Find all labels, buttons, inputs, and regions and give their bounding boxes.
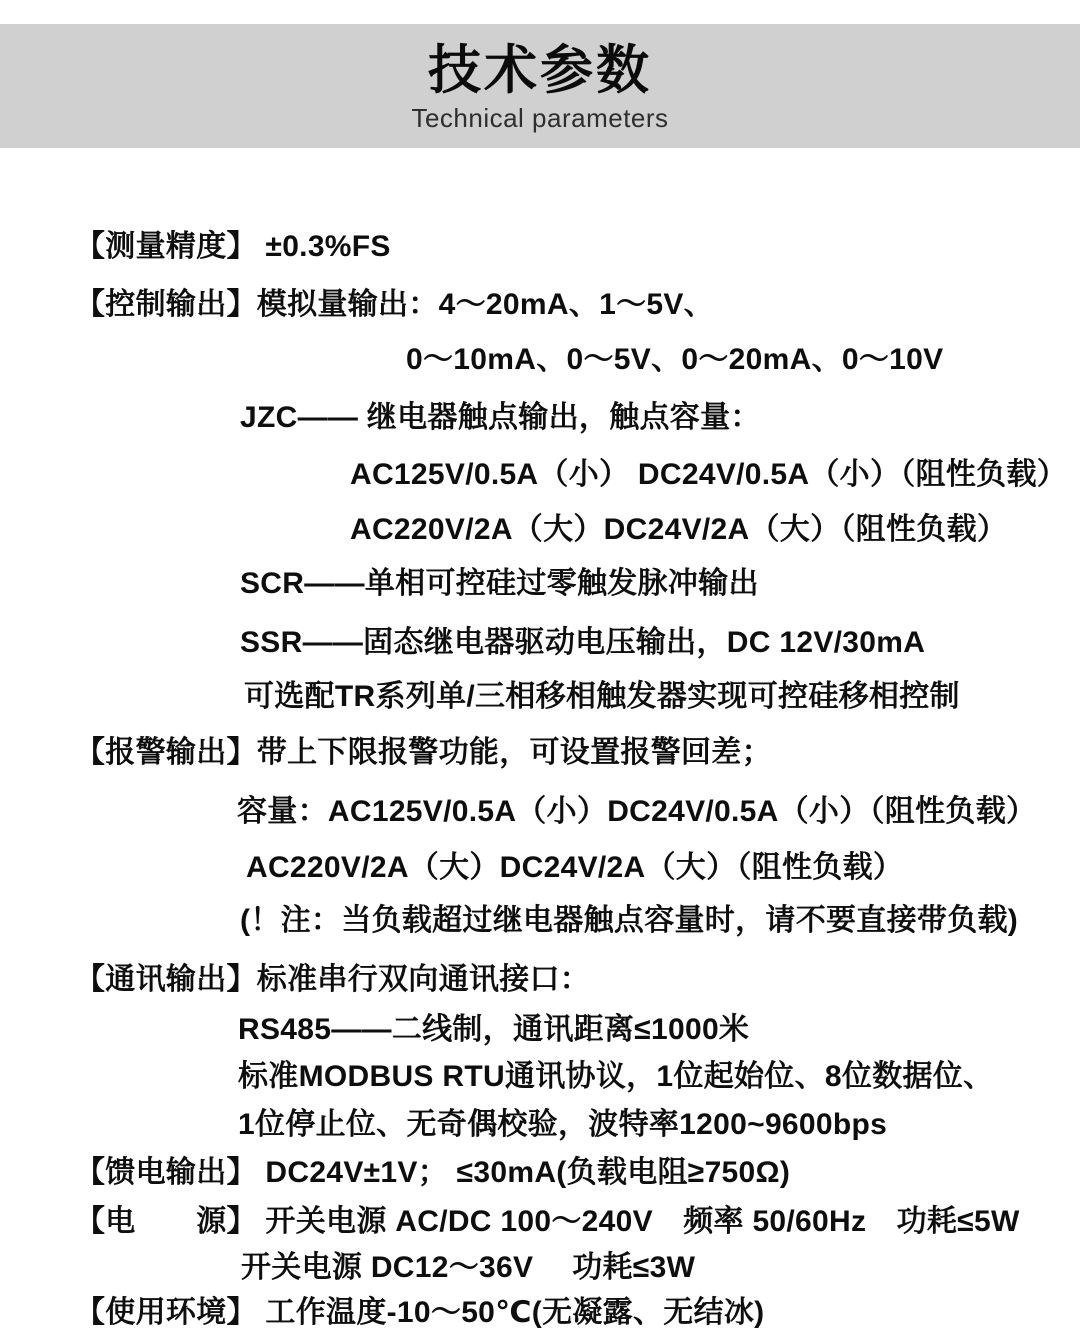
spec-line: 【使用环境】 工作温度-10～50℃(无凝露、无结冰): [75, 1296, 765, 1329]
spec-line: AC220V/2A（大）DC24V/2A（大）（阻性负载）: [246, 851, 904, 884]
spec-line: (！注：当负载超过继电器触点容量时，请不要直接带负载): [240, 904, 1019, 937]
spec-line: 【报警输出】带上下限报警功能，可设置报警回差；: [75, 736, 772, 769]
spec-line: 开关电源 DC12～36V 功耗≤3W: [241, 1251, 696, 1284]
spec-line: 标准MODBUS RTU通讯协议，1位起始位、8位数据位、: [238, 1060, 994, 1093]
spec-line: 【电 源】 开关电源 AC/DC 100～240V 频率 50/60Hz 功耗≤5W: [75, 1205, 1020, 1238]
spec-line: JZC—— 继电器触点输出，触点容量：: [240, 401, 761, 434]
page-subtitle: Technical parameters: [411, 103, 669, 133]
spec-line: 0～10mA、0～5V、0～20mA、0～10V: [406, 343, 944, 376]
spec-line: 【馈电输出】 DC24V±1V； ≤30mA(负载电阻≥750Ω): [75, 1156, 791, 1189]
page-title: 技术参数: [428, 41, 652, 100]
spec-line: 【控制输出】模拟量输出：4～20mA、1～5V、: [75, 288, 714, 321]
spec-line: 可选配TR系列单/三相移相触发器实现可控硅移相控制: [244, 680, 960, 713]
spec-line: AC220V/2A（大）DC24V/2A（大）（阻性负载）: [350, 513, 1008, 546]
spec-line: 容量：AC125V/0.5A（小）DC24V/0.5A（小）（阻性负载）: [237, 795, 1037, 828]
spec-line: SSR——固态继电器驱动电压输出，DC 12V/30mA: [240, 626, 926, 659]
spec-line: SCR——单相可控硅过零触发脉冲输出: [240, 567, 759, 600]
spec-line: 1位停止位、无奇偶校验，波特率1200~9600bps: [238, 1108, 888, 1141]
spec-line: RS485——二线制，通讯距离≤1000米: [238, 1013, 750, 1046]
spec-line: AC125V/0.5A（小） DC24V/0.5A（小）（阻性负载）: [350, 458, 1068, 491]
spec-line: 【通讯输出】标准串行双向通讯接口：: [75, 963, 591, 996]
spec-line: 【测量精度】 ±0.3%FS: [75, 230, 391, 263]
